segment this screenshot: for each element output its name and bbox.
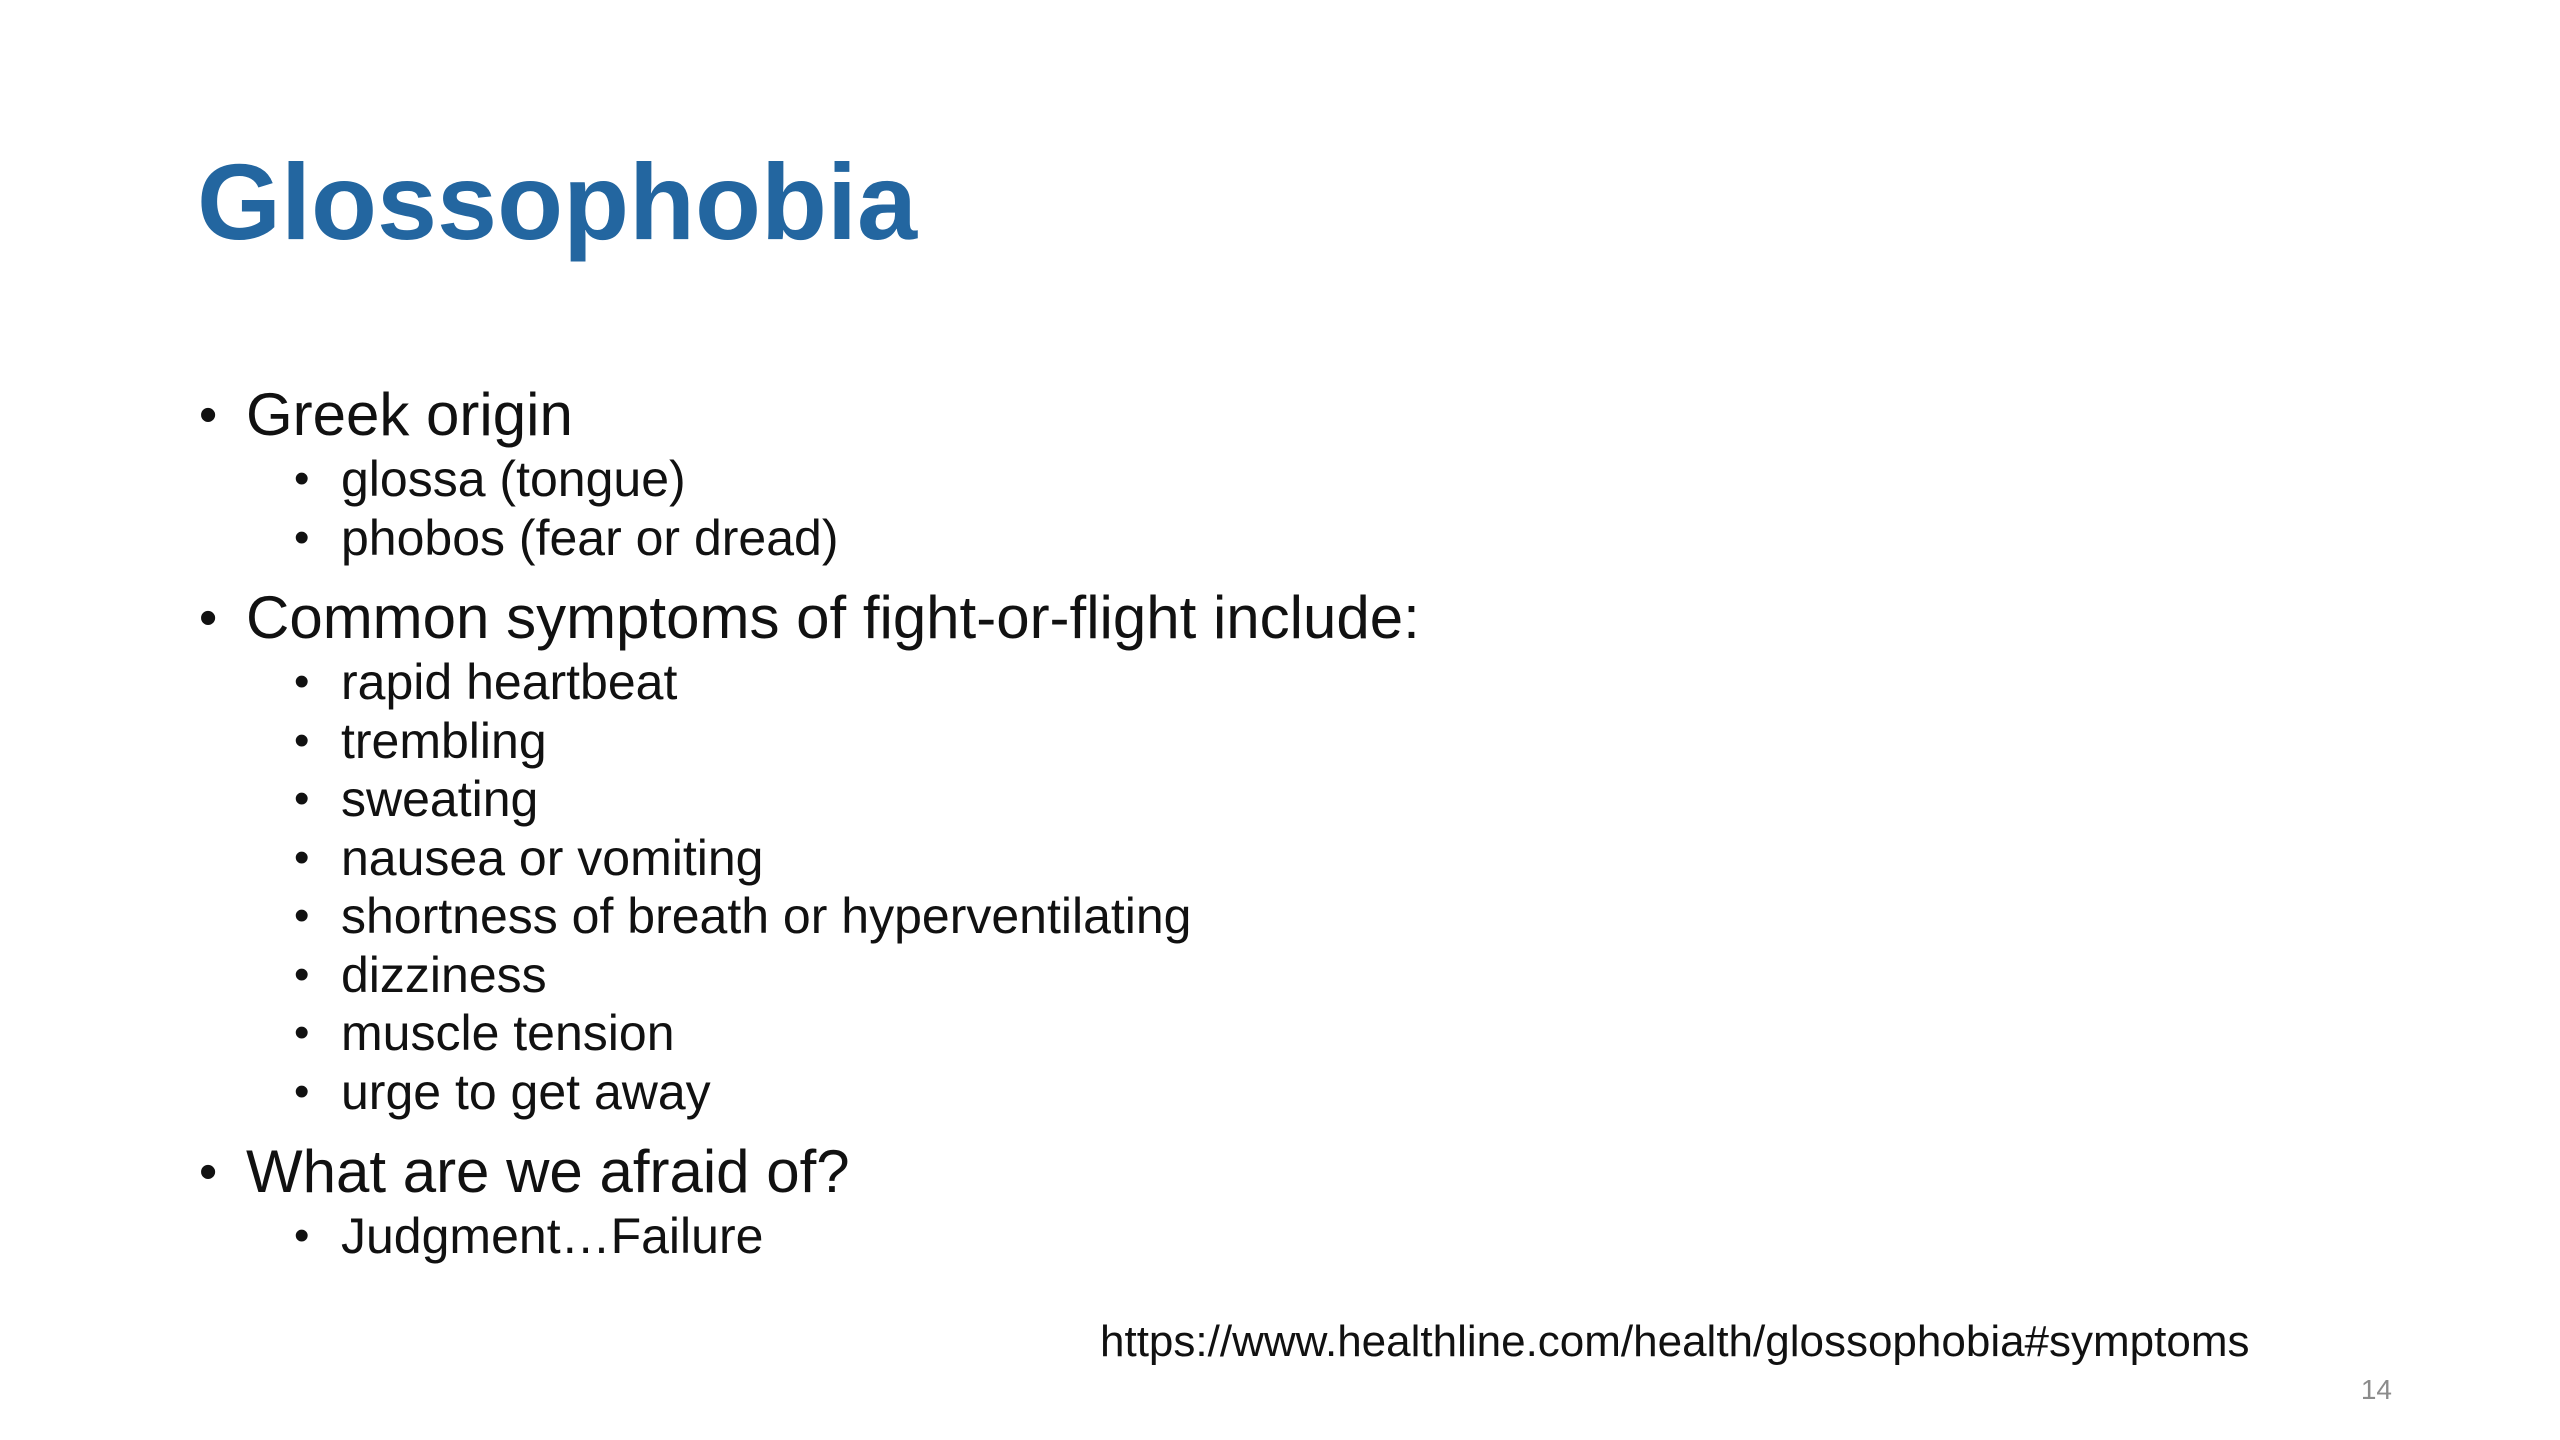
source-link[interactable]: https://www.healthline.com/health/glossophobia#symptoms — [1100, 1317, 2250, 1366]
bullet-icon: • — [294, 891, 310, 940]
bullet-icon: • — [294, 657, 310, 706]
sub-bullet-text: urge to get away — [341, 1063, 711, 1120]
sub-bullet-item — [294, 450, 2397, 509]
bullet-item — [197, 380, 2397, 450]
sub-bullet-text: trembling — [341, 712, 547, 769]
sub-bullet-item — [294, 1004, 2397, 1063]
bullet-list — [197, 380, 2397, 1266]
sub-bullet-item — [294, 509, 2397, 568]
sub-bullet-item — [294, 712, 2397, 771]
bullet-icon: • — [294, 949, 310, 999]
sub-bullet-item — [294, 946, 2397, 1005]
sub-bullet-text: rapid heartbeat — [341, 654, 678, 710]
bullet-icon: • — [199, 386, 218, 444]
sub-bullet-text: phobos (fear or dread) — [341, 509, 839, 566]
sub-bullet-item — [294, 1063, 2397, 1122]
slide-title: Glossophobia — [197, 141, 918, 262]
bullet-icon: • — [294, 1008, 310, 1057]
sub-bullet-text: shortness of breath or hyperventilating — [341, 888, 1192, 944]
bullet-text: Common symptoms of fight-or-flight include: — [246, 584, 1420, 651]
sub-bullet-item — [294, 770, 2397, 829]
bullet-icon: • — [294, 774, 310, 823]
sub-bullet-item — [294, 653, 2397, 712]
sub-bullet-text: dizziness — [341, 946, 547, 1003]
sub-bullet-text: muscle tension — [341, 1005, 675, 1061]
bullet-text: Greek origin — [246, 381, 573, 448]
bullet-icon: • — [199, 1143, 218, 1201]
bullet-icon: • — [294, 832, 310, 882]
bullet-item — [197, 583, 2397, 653]
sub-bullet-item — [294, 829, 2397, 888]
sub-bullet-item — [294, 1207, 2397, 1266]
sub-bullet-text: glossa (tongue) — [341, 451, 686, 507]
bullet-icon: • — [294, 1211, 310, 1260]
sub-bullet-text: nausea or vomiting — [341, 829, 764, 886]
bullet-icon: • — [294, 454, 310, 503]
bullet-item — [197, 1137, 2397, 1207]
bullet-icon: • — [294, 512, 310, 562]
sub-bullet-text: Judgment…Failure — [341, 1208, 764, 1264]
bullet-icon: • — [294, 1066, 310, 1116]
sub-bullet-item — [294, 887, 2397, 946]
bullet-icon: • — [199, 589, 218, 647]
page-number: 14 — [2360, 1374, 2392, 1405]
bullet-icon: • — [294, 715, 310, 765]
bullet-text: What are we afraid of? — [246, 1138, 850, 1205]
sub-bullet-text: sweating — [341, 771, 539, 827]
